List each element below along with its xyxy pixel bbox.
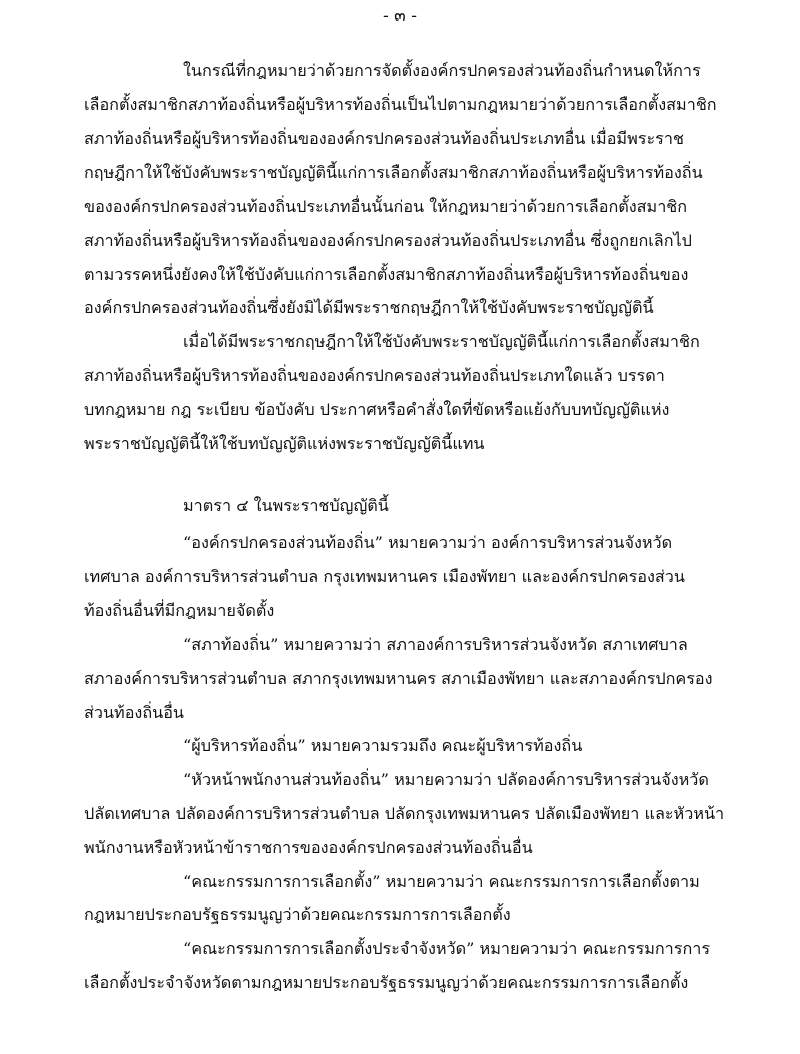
- definition-line: เทศบาล องค์การบริหารส่วนตำบล กรุงเทพมหานคร เมืองพัทยา และองค์กรปกครองส่วน: [84, 567, 685, 586]
- paragraph-line: พระราชบัญญัตินี้ให้ใช้บทบัญญัติแห่งพระราชบัญญัตินี้แทน: [84, 434, 485, 453]
- definition-line: ท้องถิ่นอื่นที่มีกฎหมายจัดตั้ง: [84, 601, 275, 620]
- definition-line: สภาองค์การบริหารส่วนตำบล สภากรุงเทพมหานคร สภาเมืองพัทยา และสภาองค์กรปกครอง: [84, 669, 713, 688]
- paragraph-line: สภาท้องถิ่นหรือผู้บริหารท้องถิ่นขององค์กรปกครองส่วนท้องถิ่นประเภทอื่น เมื่อมีพระราช: [84, 129, 684, 148]
- section-heading: มาตรา ๔ ในพระราชบัญญัตินี้: [183, 496, 389, 515]
- paragraph-line: บทกฎหมาย กฎ ระเบียบ ข้อบังคับ ประกาศหรือคำสั่งใดที่ขัดหรือแย้งกับบทบัญญัติแห่ง: [84, 400, 670, 419]
- paragraph-line: ในกรณีที่กฎหมายว่าด้วยการจัดตั้งองค์กรปกครองส่วนท้องถิ่นกำหนดให้การ: [183, 61, 701, 80]
- paragraph-line: ตามวรรคหนึ่งยังคงให้ใช้บังคับแก่การเลือกตั้งสมาชิกสภาท้องถิ่นหรือผู้บริหารท้องถิ่นของ: [84, 265, 689, 284]
- definition-line: “สภาท้องถิ่น” หมายความว่า สภาองค์การบริหารส่วนจังหวัด สภาเทศบาล: [183, 635, 688, 654]
- definition-line: เลือกตั้งประจำจังหวัดตามกฎหมายประกอบรัฐธรรมนูญว่าด้วยคณะกรรมการการเลือกตั้ง: [84, 973, 689, 992]
- paragraph-line: องค์กรปกครองส่วนท้องถิ่นซึ่งยังมิได้มีพระราชกฤษฎีกาให้ใช้บังคับพระราชบัญญัตินี้: [84, 298, 654, 317]
- definition-line: ปลัดเทศบาล ปลัดองค์การบริหารส่วนตำบล ปลัดกรุงเทพมหานคร ปลัดเมืองพัทยา และหัวหน้า: [84, 804, 725, 823]
- page-number: - ๓ -: [383, 6, 417, 26]
- definition-line: “คณะกรรมการการเลือกตั้งประจำจังหวัด” หมายความว่า คณะกรรมการการ: [183, 939, 711, 958]
- paragraph-line: สภาท้องถิ่นหรือผู้บริหารท้องถิ่นขององค์กรปกครองส่วนท้องถิ่นประเภทอื่น ซึ่งถูกยกเลิกไป: [84, 231, 692, 250]
- definition-line: “องค์กรปกครองส่วนท้องถิ่น” หมายความว่า องค์การบริหารส่วนจังหวัด: [183, 533, 673, 552]
- paragraph-line: ขององค์กรปกครองส่วนท้องถิ่นประเภทอื่นนั้นก่อน ให้กฎหมายว่าด้วยการเลือกตั้งสมาชิก: [84, 197, 688, 216]
- paragraph-line: กฤษฎีกาให้ใช้บังคับพระราชบัญญัตินี้แก่การเลือกตั้งสมาชิกสภาท้องถิ่นหรือผู้บริหารท้องถิ่น: [84, 163, 703, 182]
- definition-line: “คณะกรรมการการเลือกตั้ง” หมายความว่า คณะกรรมการการเลือกตั้งตาม: [183, 872, 700, 891]
- definition-line: “หัวหน้าพนักงานส่วนท้องถิ่น” หมายความว่า ปลัดองค์การบริหารส่วนจังหวัด: [183, 770, 709, 789]
- paragraph-line: เลือกตั้งสมาชิกสภาท้องถิ่นหรือผู้บริหารท้องถิ่นเป็นไปตามกฎหมายว่าด้วยการเลือกตั้งสมาชิก: [84, 95, 717, 114]
- definition-line: ส่วนท้องถิ่นอื่น: [84, 703, 184, 722]
- definition-line: กฎหมายประกอบรัฐธรรมนูญว่าด้วยคณะกรรมการการเลือกตั้ง: [84, 905, 511, 924]
- definition-line: พนักงานหรือหัวหน้าข้าราชการขององค์กรปกครองส่วนท้องถิ่นอื่น: [84, 838, 533, 857]
- paragraph-line: เมื่อได้มีพระราชกฤษฎีกาให้ใช้บังคับพระราชบัญญัตินี้แก่การเลือกตั้งสมาชิก: [183, 332, 700, 351]
- paragraph-line: สภาท้องถิ่นหรือผู้บริหารท้องถิ่นขององค์กรปกครองส่วนท้องถิ่นประเภทใดแล้ว บรรดา: [84, 366, 665, 385]
- definition-line: “ผู้บริหารท้องถิ่น” หมายความรวมถึง คณะผู้บริหารท้องถิ่น: [183, 736, 583, 755]
